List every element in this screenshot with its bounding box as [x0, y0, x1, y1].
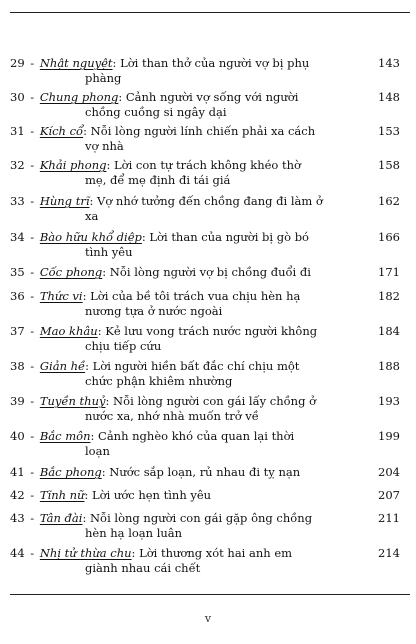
- separator-dash: -: [26, 546, 38, 560]
- separator-colon: :: [85, 359, 93, 373]
- toc-entry[interactable]: [10, 158, 404, 187]
- separator-dash: -: [26, 429, 38, 443]
- toc-entry[interactable]: [10, 230, 404, 259]
- toc-entry-description: Vợ nhớ tưởng đến chồng đang đi làm ở: [97, 194, 323, 208]
- toc-entry-page-number: 182: [378, 289, 400, 303]
- toc-entry-number: 30: [10, 90, 25, 104]
- toc-entry-continuation: tình yêu: [85, 244, 133, 259]
- toc-entry[interactable]: [10, 265, 404, 280]
- footer-page-number: v: [204, 612, 212, 625]
- toc-entry-page-number: 207: [378, 488, 400, 502]
- separator-colon: :: [118, 90, 126, 104]
- toc-entry-continuation: loạn: [85, 443, 110, 458]
- toc-entry-page-number: 214: [378, 546, 400, 560]
- toc-entry-page-number: 211: [378, 511, 400, 525]
- toc-entry-number: 34: [10, 230, 25, 244]
- toc-entry-page-number: 199: [378, 429, 400, 443]
- separator-dash: -: [26, 511, 38, 525]
- toc-entry-title: Khải phong: [39, 158, 107, 172]
- separator-colon: :: [82, 289, 91, 303]
- toc-entry-page-number: 184: [378, 324, 400, 338]
- toc-entry-title: Bào hữu khổ diệp: [39, 230, 142, 244]
- separator-colon: :: [97, 324, 106, 338]
- separator-colon: :: [106, 158, 115, 172]
- toc-entry-title: Tân đài: [39, 511, 83, 525]
- toc-entry-page-number: 171: [378, 265, 400, 279]
- toc-entry[interactable]: [10, 194, 404, 223]
- toc-entry-first-line: [10, 359, 404, 374]
- separator-colon: :: [90, 429, 99, 443]
- separator-dash: -: [26, 56, 38, 70]
- toc-entry-first-line: [10, 194, 404, 209]
- separator-dash: -: [26, 394, 38, 408]
- separator-dash: -: [26, 158, 38, 172]
- toc-entry[interactable]: [10, 511, 404, 540]
- toc-entry-number: 42: [10, 488, 25, 502]
- toc-entry-number: 44: [10, 546, 25, 560]
- toc-entry-page-number: 143: [378, 56, 400, 70]
- toc-entry-first-line: [10, 546, 404, 561]
- toc-entry-continuation: chồng cuồng si ngây dại: [85, 104, 227, 119]
- toc-entry-first-line: [10, 230, 404, 245]
- toc-entry-first-line: [10, 429, 404, 444]
- toc-entry-number: 39: [10, 394, 25, 408]
- separator-dash: -: [26, 124, 38, 138]
- toc-entry-first-line: [10, 511, 404, 526]
- toc-entry-number: 43: [10, 511, 25, 525]
- toc-entry-number: 31: [10, 124, 25, 138]
- toc-entry-title: Giản hề: [39, 359, 86, 373]
- toc-entry-title: Chung phong: [39, 90, 119, 104]
- separator-colon: :: [112, 56, 121, 70]
- separator-dash: -: [26, 265, 38, 279]
- toc-entry-description: Nỗi lòng người con gái lấy chồng ở: [113, 394, 317, 408]
- toc-entry-number: 36: [10, 289, 25, 303]
- separator-dash: -: [26, 359, 38, 373]
- toc-entry-title: Nhật nguyệt: [39, 56, 113, 70]
- separator-dash: -: [26, 194, 38, 208]
- toc-entry-title: Kích cổ: [39, 124, 84, 138]
- toc-entry-title: Cốc phong: [39, 265, 103, 279]
- toc-entry-page-number: 166: [378, 230, 400, 244]
- toc-entry-description: Lời con tự trách không khéo thờ: [114, 158, 301, 172]
- toc-entry[interactable]: [10, 394, 404, 423]
- separator-colon: :: [82, 511, 90, 525]
- toc-entry-page-number: 193: [378, 394, 400, 408]
- toc-entry-continuation: vợ nhà: [85, 138, 124, 153]
- toc-entry-description: Lời ước hẹn tình yêu: [92, 488, 212, 502]
- toc-entry-first-line: [10, 158, 404, 173]
- toc-entry-title: Bắc môn: [39, 429, 91, 443]
- separator-colon: :: [131, 546, 140, 560]
- toc-entry-continuation: phàng: [85, 70, 122, 85]
- toc-entry-description: Lời thương xót hai anh em: [139, 546, 293, 560]
- toc-entry-page-number: 148: [378, 90, 400, 104]
- toc-entry-first-line: [10, 465, 404, 480]
- toc-entry-first-line: [10, 90, 404, 105]
- separator-colon: :: [83, 124, 91, 138]
- toc-entry[interactable]: [10, 289, 404, 318]
- toc-entry[interactable]: [10, 359, 404, 388]
- toc-entry-number: 29: [10, 56, 25, 70]
- toc-entry[interactable]: [10, 488, 404, 503]
- toc-entry-page-number: 204: [378, 465, 400, 479]
- toc-entry-description: Cảnh người vợ sống với người: [125, 90, 299, 104]
- toc-entry-description: Nỗi lòng người con gái gặp ông chồng: [89, 511, 313, 525]
- toc-entry-description: Nỗi lòng người vợ bị chồng đuổi đi: [109, 265, 311, 279]
- toc-entry-first-line: [10, 324, 404, 339]
- top-rule: [10, 12, 410, 13]
- toc-entry-number: 37: [10, 324, 25, 338]
- toc-entry-continuation: nương tựa ở nước ngoài: [85, 303, 223, 318]
- toc-entry-title: Nhị tử thừa chu: [39, 546, 132, 560]
- toc-entry-number: 38: [10, 359, 25, 373]
- toc-entry-continuation: hèn hạ loạn luân: [85, 525, 183, 540]
- toc-entry-first-line: [10, 488, 404, 503]
- toc-entry-first-line: [10, 394, 404, 409]
- toc-entry-number: 32: [10, 158, 25, 172]
- toc-entry-continuation: mẹ, để mẹ định đi tái giá: [85, 172, 231, 187]
- toc-entry[interactable]: [10, 90, 404, 119]
- toc-entry-description: Nước sắp loạn, rủ nhau đi tỵ nạn: [109, 465, 301, 479]
- toc-entry-continuation: nước xa, nhớ nhà muốn trở về: [85, 408, 259, 423]
- separator-colon: :: [84, 488, 93, 502]
- toc-entry-description: Lời than của người bị gò bó: [149, 230, 309, 244]
- toc-entry[interactable]: [10, 124, 404, 153]
- separator-colon: :: [89, 194, 98, 208]
- separator-colon: :: [101, 465, 110, 479]
- separator-dash: -: [26, 465, 38, 479]
- toc-entry-page-number: 188: [378, 359, 400, 373]
- separator-dash: -: [26, 90, 38, 104]
- toc-entry-number: 41: [10, 465, 25, 479]
- toc-entry[interactable]: [10, 465, 404, 480]
- separator-colon: :: [102, 265, 110, 279]
- separator-dash: -: [26, 324, 38, 338]
- separator-dash: -: [26, 289, 38, 303]
- separator-colon: :: [141, 230, 150, 244]
- bottom-rule: [10, 594, 410, 595]
- toc-entry[interactable]: [10, 546, 404, 575]
- toc-entry-title: Thức vi: [39, 289, 83, 303]
- toc-entry-title: Tuyền thuỷ: [39, 394, 106, 408]
- toc-entry-description: Kẻ lưu vong trách nước người không: [105, 324, 318, 338]
- toc-entry-continuation: chức phận khiêm nhường: [85, 373, 233, 388]
- toc-entry-continuation: chịu tiếp cứu: [85, 338, 162, 353]
- toc-entry-title: Bắc phong: [39, 465, 102, 479]
- separator-dash: -: [26, 488, 38, 502]
- toc-entry-continuation: xa: [85, 208, 99, 223]
- toc-entry-description: Lời than thở của người vợ bị phụ: [120, 56, 310, 70]
- toc-entry-number: 35: [10, 265, 25, 279]
- toc-entry[interactable]: [10, 56, 404, 85]
- toc-entry-first-line: [10, 56, 404, 71]
- toc-entry-page-number: 153: [378, 124, 400, 138]
- toc-entry-description: Nỗi lòng người lính chiến phải xa cách: [90, 124, 316, 138]
- toc-entry-number: 40: [10, 429, 25, 443]
- toc-entry-first-line: [10, 124, 404, 139]
- toc-entry-title: Hùng trĩ: [39, 194, 90, 208]
- toc-entry[interactable]: [10, 324, 404, 353]
- separator-dash: -: [26, 230, 38, 244]
- toc-entry-title: Tĩnh nữ: [39, 488, 85, 502]
- toc-entry-description: Lời người hiền bất đắc chí chịu một: [92, 359, 300, 373]
- toc-entry-page-number: 158: [378, 158, 400, 172]
- toc-entry-page-number: 162: [378, 194, 400, 208]
- toc-entry-continuation: giành nhau cái chết: [85, 560, 201, 575]
- toc-entry-number: 33: [10, 194, 25, 208]
- toc-entry-title: Mao khâu: [39, 324, 98, 338]
- toc-entry[interactable]: [10, 429, 404, 458]
- separator-colon: :: [105, 394, 114, 408]
- toc-entry-description: Lời của bề tôi trách vua chịu hèn hạ: [90, 289, 301, 303]
- toc-entry-description: Cảnh nghèo khó của quan lại thời: [98, 429, 295, 443]
- toc-entry-first-line: [10, 265, 404, 280]
- toc-entry-first-line: [10, 289, 404, 304]
